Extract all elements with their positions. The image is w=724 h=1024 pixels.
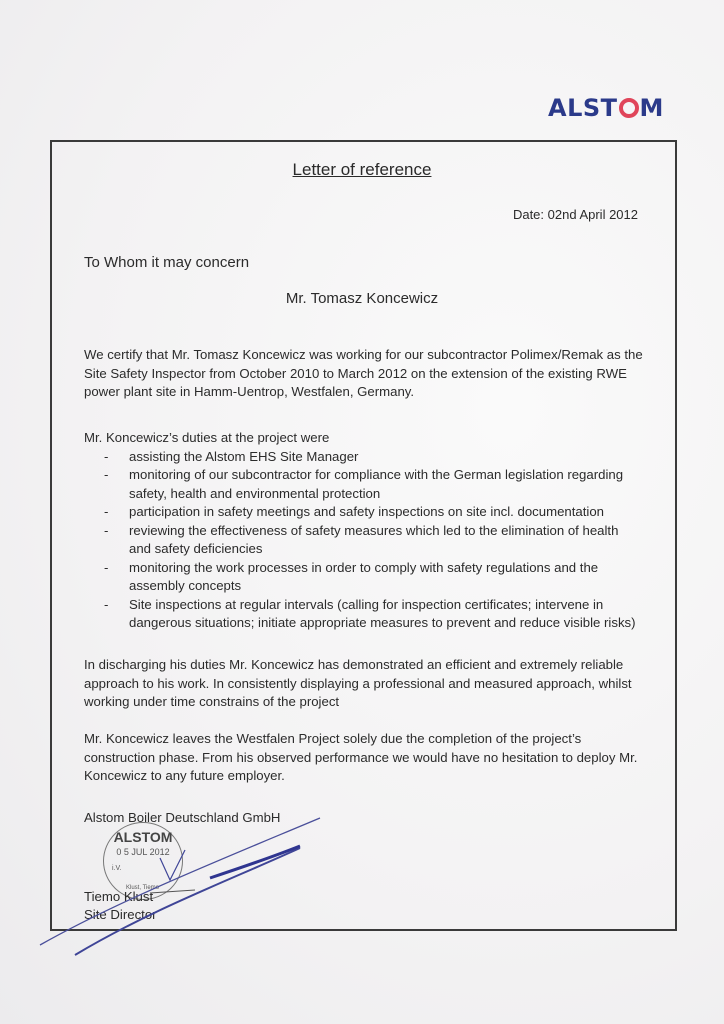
duty-item: - reviewing the effectiveness of safety measures which led to the elimination of health and safety deficiencies <box>84 522 644 559</box>
duty-item: - monitoring of our subcontractor for compliance with the German legislation regarding safety, health and environmental protection <box>84 466 644 503</box>
stamp-date: 0 5 JUL 2012 <box>116 847 170 857</box>
letter-date: Date: 02nd April 2012 <box>512 207 638 222</box>
paragraph-closing: Mr. Koncewicz leaves the Westfalen Project solely due the completion of the project’s construction phase. From his observed performance we would have no hesitation to deploy Mr. Koncewicz to any future employer. <box>84 731 638 783</box>
stamp-name: Klust, Tiemo <box>126 885 160 891</box>
paragraph-performance: In discharging his duties Mr. Koncewicz has demonstrated an efficient and extremely reliable approach to his work. In consistently displaying a professional and measured approach, whilst working under time constrains of the project <box>84 657 632 709</box>
duty-item: - assisting the Alstom EHS Site Manager <box>84 448 644 467</box>
duties-intro: Mr. Koncewicz’s duties at the project were <box>84 430 330 445</box>
duty-item: - participation in safety meetings and safety inspections on site incl. documentation <box>84 503 644 522</box>
letter-title: Letter of reference <box>292 160 432 179</box>
logo-text-end: M <box>639 94 664 122</box>
stamp-iv: i.V. <box>112 865 122 872</box>
logo-text-start: ALST <box>548 94 618 122</box>
company-name: Alstom Boiler Deutschland GmbH <box>84 810 281 825</box>
paragraph-certification: We certify that Mr. Tomasz Koncewicz was working for our subcontractor Polimex/Remak as the Site Safety Inspector from October 2010 to March 2012 on the extension of the existing RWE power plant site in Hamm-Uentrop, Westfalen, Germany. <box>84 347 643 399</box>
subject-name: Mr. Tomasz Koncewicz <box>285 290 439 307</box>
signer-name: Tiemo Klust <box>84 889 154 904</box>
duty-item: - Site inspections at regular intervals (calling for inspection certificates; intervene in dangerous situations; initiate appropriate measures to prevent and reduce visible risks) <box>84 596 644 633</box>
stamp-logo: ALSTOM <box>113 829 173 845</box>
duty-item: - monitoring the work processes in order to comply with safety regulations and the assembly concepts <box>84 559 644 596</box>
signer-title: Site Director <box>84 907 157 922</box>
salutation: To Whom it may concern <box>84 254 250 271</box>
